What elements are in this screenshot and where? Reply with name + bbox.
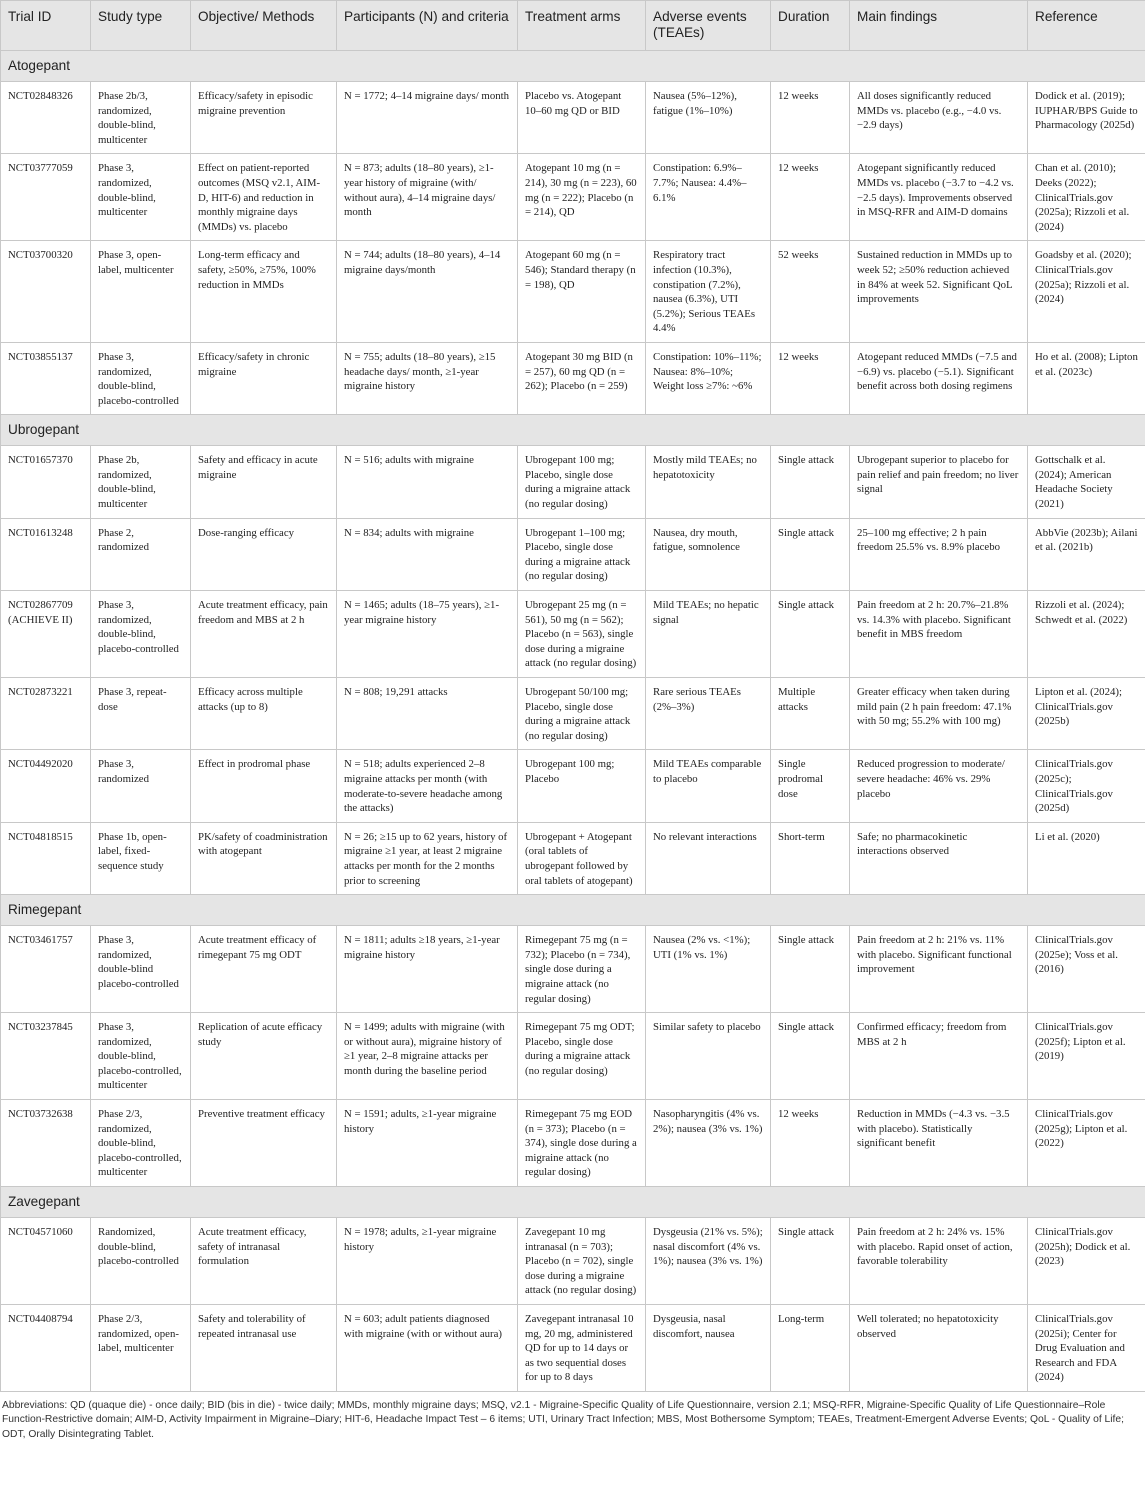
header-main-findings: Main findings: [850, 1, 1028, 51]
treatment-arms-cell: Atogepant 60 mg (n = 546); Standard therapy (n = 198), QD: [518, 241, 646, 343]
treatment-arms-cell: Rimegepant 75 mg ODT; Placebo, single dose during a migraine attack (no regular dosing): [518, 1013, 646, 1100]
participants-cell: N = 603; adult patients diagnosed with migraine (with or without aura): [337, 1305, 518, 1392]
reference-cell: ClinicalTrials.gov (2025f); Lipton et al. (2019): [1028, 1013, 1145, 1100]
reference-cell: Goadsby et al. (2020); ClinicalTrials.gov (2025a); Rizzoli et al. (2024): [1028, 241, 1145, 343]
study-type-cell: Phase 2, randomized: [91, 518, 191, 590]
duration-cell: Single attack: [771, 926, 850, 1013]
header-participants: Participants (N) and criteria: [337, 1, 518, 51]
study-type-cell: Phase 3, randomized, double-blind placebo-controlled: [91, 926, 191, 1013]
header-study-type: Study type: [91, 1, 191, 51]
adverse-events-cell: Dysgeusia, nasal discomfort, nausea: [646, 1305, 771, 1392]
reference-cell: ClinicalTrials.gov (2025g); Lipton et al. (2022): [1028, 1100, 1145, 1187]
group-row-ubrogepant: [1, 415, 1145, 446]
objective-cell: Dose-ranging efficacy: [191, 518, 337, 590]
group-label: Ubrogepant: [1, 415, 1145, 446]
study-type-cell: Phase 3, repeat-dose: [91, 678, 191, 750]
group-label: Rimegepant: [1, 895, 1145, 926]
duration-cell: Long-term: [771, 1305, 850, 1392]
trial-id-cell: NCT01613248: [1, 518, 91, 590]
treatment-arms-cell: Ubrogepant 50/100 mg; Placebo, single dose during a migraine attack (no regular dosing): [518, 678, 646, 750]
trial-id-cell: NCT02867709 (ACHIEVE II): [1, 591, 91, 678]
study-type-cell: Phase 2/3, randomized, double-blind, placebo-controlled, multicenter: [91, 1100, 191, 1187]
duration-cell: Single attack: [771, 1013, 850, 1100]
main-findings-cell: Confirmed efficacy; freedom from MBS at 2 h: [850, 1013, 1028, 1100]
study-type-cell: Phase 3, randomized, double-blind, placebo-controlled: [91, 342, 191, 414]
study-type-cell: Phase 2b/3, randomized, double-blind, multicenter: [91, 82, 191, 154]
objective-cell: PK/safety of coadministration with atogepant: [191, 822, 337, 894]
treatment-arms-cell: Ubrogepant 100 mg; Placebo: [518, 750, 646, 822]
trial-id-cell: NCT02848326: [1, 82, 91, 154]
reference-cell: AbbVie (2023b); Ailani et al. (2021b): [1028, 518, 1145, 590]
treatment-arms-cell: Zavegepant intranasal 10 mg, 20 mg, administered QD for up to 14 days or as two sequential doses for up to 8 days: [518, 1305, 646, 1392]
treatment-arms-cell: Ubrogepant 25 mg (n = 561), 50 mg (n = 562); Placebo (n = 563), single dose during a migraine attack (no regular dosing): [518, 591, 646, 678]
adverse-events-cell: Nausea (5%–12%), fatigue (1%–10%): [646, 82, 771, 154]
trial-id-cell: NCT04492020: [1, 750, 91, 822]
objective-cell: Preventive treatment efficacy: [191, 1100, 337, 1187]
trial-id-cell: NCT03732638: [1, 1100, 91, 1187]
participants-cell: N = 516; adults with migraine: [337, 446, 518, 518]
table-row: [1, 822, 1145, 894]
objective-cell: Acute treatment efficacy, safety of intranasal formulation: [191, 1218, 337, 1305]
study-type-cell: Phase 3, randomized, double-blind, placebo-controlled, multicenter: [91, 1013, 191, 1100]
study-type-cell: Phase 1b, open-label, fixed-sequence study: [91, 822, 191, 894]
header-row: [1, 1, 1145, 51]
adverse-events-cell: Rare serious TEAEs (2%–3%): [646, 678, 771, 750]
objective-cell: Efficacy/safety in chronic migraine: [191, 342, 337, 414]
adverse-events-cell: Respiratory tract infection (10.3%), constipation (7.2%), nausea (6.3%), UTI (5.2%); Serious TEAEs 4.4%: [646, 241, 771, 343]
treatment-arms-cell: Ubrogepant 1–100 mg; Placebo, single dose during a migraine attack (no regular dosing): [518, 518, 646, 590]
trial-id-cell: NCT03700320: [1, 241, 91, 343]
main-findings-cell: Ubrogepant superior to placebo for pain relief and pain freedom; no liver signal: [850, 446, 1028, 518]
participants-cell: N = 1811; adults ≥18 years, ≥1-year migraine history: [337, 926, 518, 1013]
objective-cell: Effect in prodromal phase: [191, 750, 337, 822]
trial-id-cell: NCT03461757: [1, 926, 91, 1013]
adverse-events-cell: Constipation: 6.9%–7.7%; Nausea: 4.4%–6.1%: [646, 154, 771, 241]
table-row: [1, 591, 1145, 678]
trial-id-cell: NCT03855137: [1, 342, 91, 414]
table-row: [1, 1013, 1145, 1100]
header-adverse-events: Adverse events (TEAEs): [646, 1, 771, 51]
participants-cell: N = 834; adults with migraine: [337, 518, 518, 590]
participants-cell: N = 755; adults (18–80 years), ≥15 headache days/ month, ≥1-year migraine history: [337, 342, 518, 414]
reference-cell: Rizzoli et al. (2024); Schwedt et al. (2022): [1028, 591, 1145, 678]
reference-cell: ClinicalTrials.gov (2025h); Dodick et al. (2023): [1028, 1218, 1145, 1305]
adverse-events-cell: Mostly mild TEAEs; no hepatotoxicity: [646, 446, 771, 518]
treatment-arms-cell: Ubrogepant 100 mg; Placebo, single dose during a migraine attack (no regular dosing): [518, 446, 646, 518]
reference-cell: Dodick et al. (2019); IUPHAR/BPS Guide to Pharmacology (2025d): [1028, 82, 1145, 154]
main-findings-cell: Reduction in MMDs (−4.3 vs. −3.5 with placebo). Statistically significant benefit: [850, 1100, 1028, 1187]
objective-cell: Efficacy across multiple attacks (up to 8): [191, 678, 337, 750]
main-findings-cell: Reduced progression to moderate/ severe headache: 46% vs. 29% placebo: [850, 750, 1028, 822]
duration-cell: Multiple attacks: [771, 678, 850, 750]
objective-cell: Safety and tolerability of repeated intranasal use: [191, 1305, 337, 1392]
header-reference: Reference: [1028, 1, 1145, 51]
duration-cell: 12 weeks: [771, 154, 850, 241]
adverse-events-cell: Constipation: 10%–11%; Nausea: 8%–10%; Weight loss ≥7%: ~6%: [646, 342, 771, 414]
trial-id-cell: NCT04408794: [1, 1305, 91, 1392]
reference-cell: Chan et al. (2010); Deeks (2022); ClinicalTrials.gov (2025a); Rizzoli et al. (2024): [1028, 154, 1145, 241]
objective-cell: Acute treatment efficacy, pain freedom and MBS at 2 h: [191, 591, 337, 678]
table-row: [1, 342, 1145, 414]
reference-cell: Gottschalk et al. (2024); American Headache Society (2021): [1028, 446, 1145, 518]
adverse-events-cell: No relevant interactions: [646, 822, 771, 894]
participants-cell: N = 744; adults (18–80 years), 4–14 migraine days/month: [337, 241, 518, 343]
table-row: [1, 678, 1145, 750]
abbreviations-footnote: Abbreviations: QD (quaque die) - once daily; BID (bis in die) - twice daily; MMDs, monthly migraine days; MSQ, v2.1 - Migraine-Specific Quality of Life Questionnaire, version 2.1; MSQ-RFR, Migraine-Specific Quality of Life Questionnaire–Role Function-Restrictive domain; AIM-D, Activity Impairment in Migraine–Diary; HIT-6, Headache Impact Test – 6 items; UTI, Urinary Tract Infection; MBS, Most Bothersome Symptom; TEAEs, Treatment-Emergent Adverse Events; QoL - Quality of Life; ODT, Orally Disintegrating Tablet.: [2, 1399, 1125, 1440]
group-label: Zavegepant: [1, 1187, 1145, 1218]
adverse-events-cell: Dysgeusia (21% vs. 5%); nasal discomfort (4% vs. 1%); nausea (3% vs. 1%): [646, 1218, 771, 1305]
participants-cell: N = 1772; 4–14 migraine days/ month: [337, 82, 518, 154]
main-findings-cell: Atogepant reduced MMDs (−7.5 and −6.9) vs. placebo (−5.1). Significant benefit across both dosing regimens: [850, 342, 1028, 414]
group-row-rimegepant: [1, 895, 1145, 926]
table-row: [1, 518, 1145, 590]
reference-cell: ClinicalTrials.gov (2025i); Center for Drug Evaluation and Research and FDA (2024): [1028, 1305, 1145, 1392]
reference-cell: ClinicalTrials.gov (2025e); Voss et al. (2016): [1028, 926, 1145, 1013]
adverse-events-cell: Nasopharyngitis (4% vs. 2%); nausea (3% vs. 1%): [646, 1100, 771, 1187]
trial-id-cell: NCT03237845: [1, 1013, 91, 1100]
objective-cell: Safety and efficacy in acute migraine: [191, 446, 337, 518]
adverse-events-cell: Similar safety to placebo: [646, 1013, 771, 1100]
main-findings-cell: Safe; no pharmacokinetic interactions observed: [850, 822, 1028, 894]
group-row-zavegepant: [1, 1187, 1145, 1218]
objective-cell: Long-term efficacy and safety, ≥50%, ≥75%, 100% reduction in MMDs: [191, 241, 337, 343]
table-row: [1, 446, 1145, 518]
trial-id-cell: NCT04818515: [1, 822, 91, 894]
duration-cell: Short-term: [771, 822, 850, 894]
reference-cell: Lipton et al. (2024); ClinicalTrials.gov (2025b): [1028, 678, 1145, 750]
participants-cell: N = 873; adults (18–80 years), ≥1-year history of migraine (with/ without aura), 4–14 migraine days/ month: [337, 154, 518, 241]
participants-cell: N = 1465; adults (18–75 years), ≥1-year migraine history: [337, 591, 518, 678]
objective-cell: Replication of acute efficacy study: [191, 1013, 337, 1100]
duration-cell: 12 weeks: [771, 342, 850, 414]
participants-cell: N = 1978; adults, ≥1-year migraine history: [337, 1218, 518, 1305]
main-findings-cell: Pain freedom at 2 h: 21% vs. 11% with placebo. Significant functional improvement: [850, 926, 1028, 1013]
header-treatment-arms: Treatment arms: [518, 1, 646, 51]
participants-cell: N = 518; adults experienced 2–8 migraine attacks per month (with moderate-to-severe headache among the attacks): [337, 750, 518, 822]
main-findings-cell: Pain freedom at 2 h: 24% vs. 15% with placebo. Rapid onset of action, favorable tolerability: [850, 1218, 1028, 1305]
duration-cell: Single attack: [771, 1218, 850, 1305]
treatment-arms-cell: Rimegepant 75 mg (n = 732); Placebo (n = 734), single dose during a migraine attack (no regular dosing): [518, 926, 646, 1013]
treatment-arms-cell: Zavegepant 10 mg intranasal (n = 703); Placebo (n = 702), single dose during a migraine attack (no regular dosing): [518, 1218, 646, 1305]
trial-id-cell: NCT01657370: [1, 446, 91, 518]
main-findings-cell: 25–100 mg effective; 2 h pain freedom 25.5% vs. 8.9% placebo: [850, 518, 1028, 590]
treatment-arms-cell: Ubrogepant + Atogepant (oral tablets of ubrogepant followed by oral tablets of atogepant): [518, 822, 646, 894]
duration-cell: Single attack: [771, 518, 850, 590]
group-label: Atogepant: [1, 51, 1145, 82]
main-findings-cell: Sustained reduction in MMDs up to week 52; ≥50% reduction achieved in 84% at week 52. Significant QoL improvements: [850, 241, 1028, 343]
participants-cell: N = 808; 19,291 attacks: [337, 678, 518, 750]
table-row: [1, 750, 1145, 822]
study-type-cell: Phase 2/3, randomized, open-label, multicenter: [91, 1305, 191, 1392]
adverse-events-cell: Mild TEAEs comparable to placebo: [646, 750, 771, 822]
table-row: [1, 926, 1145, 1013]
main-findings-cell: Greater efficacy when taken during mild pain (2 h pain freedom: 47.1% with 50 mg; 55.2% with 100 mg): [850, 678, 1028, 750]
study-type-cell: Phase 3, randomized, double-blind, multicenter: [91, 154, 191, 241]
study-type-cell: Randomized, double-blind, placebo-controlled: [91, 1218, 191, 1305]
header-objective-methods: Objective/ Methods: [191, 1, 337, 51]
duration-cell: Single prodromal dose: [771, 750, 850, 822]
objective-cell: Effect on patient-reported outcomes (MSQ v2.1, AIM-D, HIT-6) and reduction in monthly migraine days (MMDs) vs. placebo: [191, 154, 337, 241]
trial-id-cell: NCT04571060: [1, 1218, 91, 1305]
study-type-cell: Phase 2b, randomized, double-blind, multicenter: [91, 446, 191, 518]
table-row: [1, 1218, 1145, 1305]
objective-cell: Efficacy/safety in episodic migraine prevention: [191, 82, 337, 154]
group-row-atogepant: [1, 51, 1145, 82]
reference-cell: ClinicalTrials.gov (2025c); ClinicalTrials.gov (2025d): [1028, 750, 1145, 822]
duration-cell: 12 weeks: [771, 82, 850, 154]
table-row: [1, 241, 1145, 343]
duration-cell: 52 weeks: [771, 241, 850, 343]
main-findings-cell: All doses significantly reduced MMDs vs. placebo (e.g., −4.0 vs. −2.9 days): [850, 82, 1028, 154]
table-row: [1, 154, 1145, 241]
participants-cell: N = 1591; adults, ≥1-year migraine history: [337, 1100, 518, 1187]
treatment-arms-cell: Placebo vs. Atogepant 10–60 mg QD or BID: [518, 82, 646, 154]
duration-cell: Single attack: [771, 446, 850, 518]
trial-id-cell: NCT02873221: [1, 678, 91, 750]
objective-cell: Acute treatment efficacy of rimegepant 75 mg ODT: [191, 926, 337, 1013]
treatment-arms-cell: Atogepant 30 mg BID (n = 257), 60 mg QD (n = 262); Placebo (n = 259): [518, 342, 646, 414]
treatment-arms-cell: Rimegepant 75 mg EOD (n = 373); Placebo (n = 374), single dose during a migraine attack (no regular dosing): [518, 1100, 646, 1187]
study-type-cell: Phase 3, open-label, multicenter: [91, 241, 191, 343]
table-row: [1, 82, 1145, 154]
main-findings-cell: Atogepant significantly reduced MMDs vs. placebo (−3.7 to −4.2 vs. −2.5 days). Improvements observed in MSQ-RFR and AIM-D domains: [850, 154, 1028, 241]
table-body: [1, 51, 1145, 1392]
table-row: [1, 1305, 1145, 1392]
adverse-events-cell: Nausea, dry mouth, fatigue, somnolence: [646, 518, 771, 590]
main-findings-cell: Pain freedom at 2 h: 20.7%–21.8% vs. 14.3% with placebo. Significant benefit in MBS freedom: [850, 591, 1028, 678]
duration-cell: 12 weeks: [771, 1100, 850, 1187]
study-type-cell: Phase 3, randomized: [91, 750, 191, 822]
table-row: [1, 1100, 1145, 1187]
header-trial-id: Trial ID: [1, 1, 91, 51]
reference-cell: Li et al. (2020): [1028, 822, 1145, 894]
adverse-events-cell: Nausea (2% vs. <1%); UTI (1% vs. 1%): [646, 926, 771, 1013]
adverse-events-cell: Mild TEAEs; no hepatic signal: [646, 591, 771, 678]
duration-cell: Single attack: [771, 591, 850, 678]
study-type-cell: Phase 3, randomized, double-blind, placebo-controlled: [91, 591, 191, 678]
trial-id-cell: NCT03777059: [1, 154, 91, 241]
reference-cell: Ho et al. (2008); Lipton et al. (2023c): [1028, 342, 1145, 414]
header-duration: Duration: [771, 1, 850, 51]
participants-cell: N = 1499; adults with migraine (with or without aura), migraine history of ≥1 year, 2–8 migraine attacks per month during the baseline period: [337, 1013, 518, 1100]
participants-cell: N = 26; ≥15 up to 62 years, history of migraine ≥1 year, at least 2 migraine attacks per month for the 2 months prior to screening: [337, 822, 518, 894]
treatment-arms-cell: Atogepant 10 mg (n = 214), 30 mg (n = 223), 60 mg (n = 222); Placebo (n = 214), QD: [518, 154, 646, 241]
main-findings-cell: Well tolerated; no hepatotoxicity observed: [850, 1305, 1028, 1392]
